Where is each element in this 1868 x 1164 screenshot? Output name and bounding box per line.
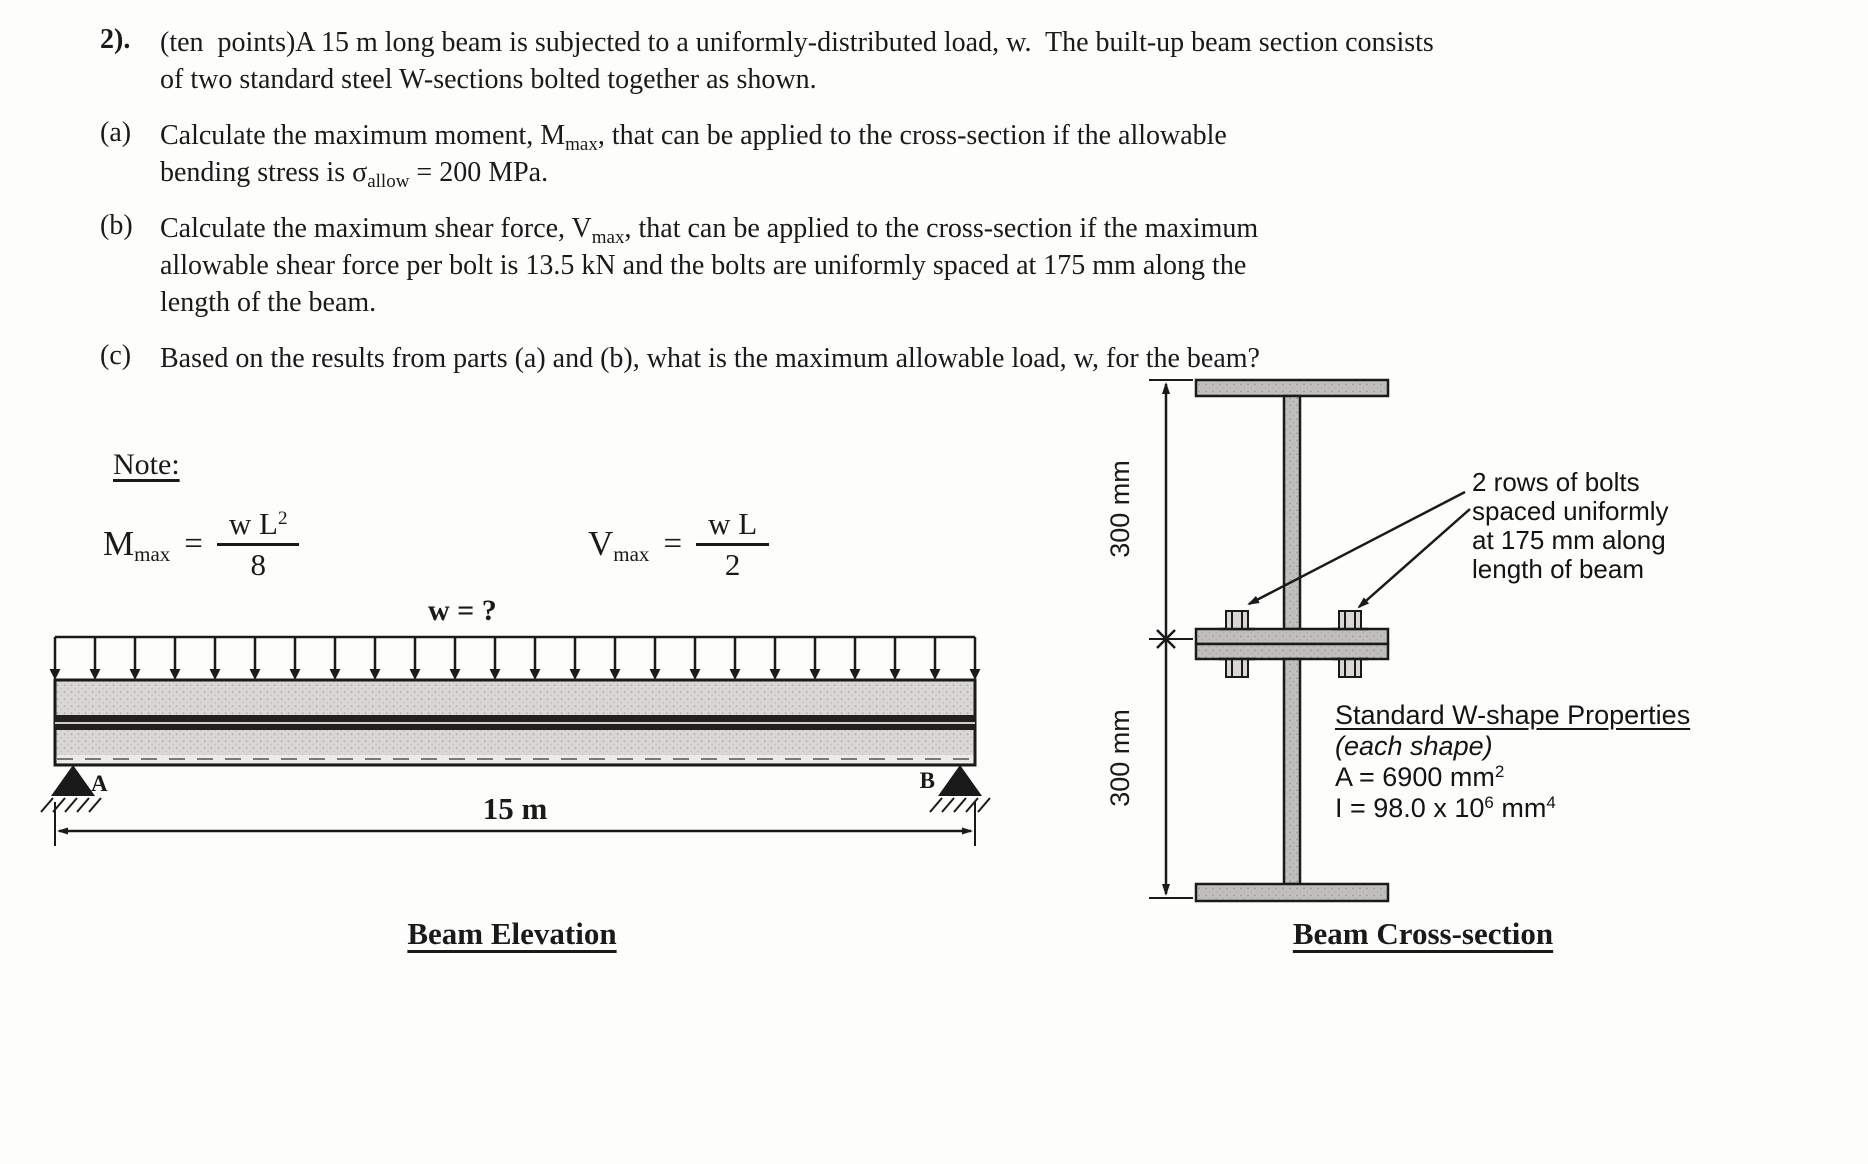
part-b-line-1: Calculate the maximum shear force, $V_{max}$, that can be applied to the cross-section if the maximum [160, 213, 1259, 248]
moment-formula: M max = $\frac{w L^2}{8}$ [103, 500, 299, 588]
beam-body [55, 680, 975, 765]
bolt-callout-text [1472, 468, 1669, 584]
upper-web [1284, 396, 1300, 629]
distributed-load-label: w = ? [428, 594, 497, 627]
intro-line-2: of two standard steel W-sections bolted together as shown. [160, 64, 817, 95]
dim-top-label: 300 mm [1105, 460, 1135, 558]
properties-inertia: I = 98.0 x $10^6$ $mm^4$ [1335, 793, 1556, 823]
support-b-label: B [919, 768, 935, 793]
support-b [930, 765, 990, 812]
note-heading: Note: [113, 448, 180, 481]
upper-bottom-flange [1196, 629, 1388, 644]
distributed-load [50, 637, 981, 680]
shear-symbol: V [588, 524, 614, 563]
part-a-line-2: bending stress is $\sigma_{allow} = 200$ MPa. [160, 157, 549, 192]
span-length-label: 15 m [482, 791, 548, 826]
problem-number: 2). [100, 24, 131, 55]
properties-area: A = 6900 $mm^2$ [1335, 762, 1505, 792]
lower-web [1284, 659, 1300, 884]
problem-part-a [100, 117, 1660, 191]
part-b-line-3: length of the beam. [160, 287, 377, 318]
problem-part-b [100, 210, 1660, 321]
w-shape-properties [1335, 700, 1690, 824]
beam-cross-section-diagram [1085, 368, 1805, 928]
elevation-caption: Beam Elevation [407, 916, 617, 951]
shear-formula: V max = $\frac{\text{w L}}{2}$ [588, 500, 769, 588]
part-c-line-1: Based on the results from parts (a) and (b), what is the maximum allowable load, w, for the beam? [160, 343, 1260, 374]
properties-subtitle: (each shape) [1335, 731, 1493, 761]
bolt-callout-arrows [1249, 492, 1470, 607]
bottom-flange [1196, 884, 1388, 901]
properties-title: Standard W-shape Properties [1335, 700, 1691, 730]
part-b-label: (b) [100, 210, 133, 241]
cross-section-caption: Beam Cross-section [1292, 916, 1554, 951]
section-dimension [1149, 380, 1193, 898]
part-a-label: (a) [100, 117, 132, 148]
intro-line-1: (ten points)A 15 m long beam is subjected to a uniformly-distributed load, w. The built-up beam section consists [160, 27, 1434, 58]
bolt-note-line-2: spaced uniformly [1472, 496, 1669, 526]
lower-top-flange [1196, 644, 1388, 659]
moment-fraction: $\frac{w L^2}{8}$ [217, 505, 300, 584]
bolt-note-line-1: 2 rows of bolts [1472, 467, 1640, 497]
top-flange [1196, 380, 1388, 396]
moment-symbol: M [103, 524, 135, 563]
shear-fraction: $\frac{\text{w L}}{2}$ [696, 505, 769, 584]
support-a-label: A [91, 771, 108, 796]
part-a-line-1: Calculate the maximum moment, $M_{max}$, that can be applied to the cross-section if the allowable [160, 120, 1227, 155]
part-c-label: (c) [100, 340, 132, 371]
problem-intro [100, 24, 1660, 98]
problem-statement [100, 24, 1660, 396]
bolt-note-line-4: length of beam [1472, 554, 1645, 584]
part-b-line-2: allowable shear force per bolt is 13.5 kN and the bolts are uniformly spaced at 175 mm along the [160, 250, 1247, 281]
beam-elevation-diagram [35, 620, 995, 865]
dim-bottom-label: 300 mm [1105, 709, 1135, 807]
bolt-note-line-3: at 175 mm along [1472, 525, 1666, 555]
